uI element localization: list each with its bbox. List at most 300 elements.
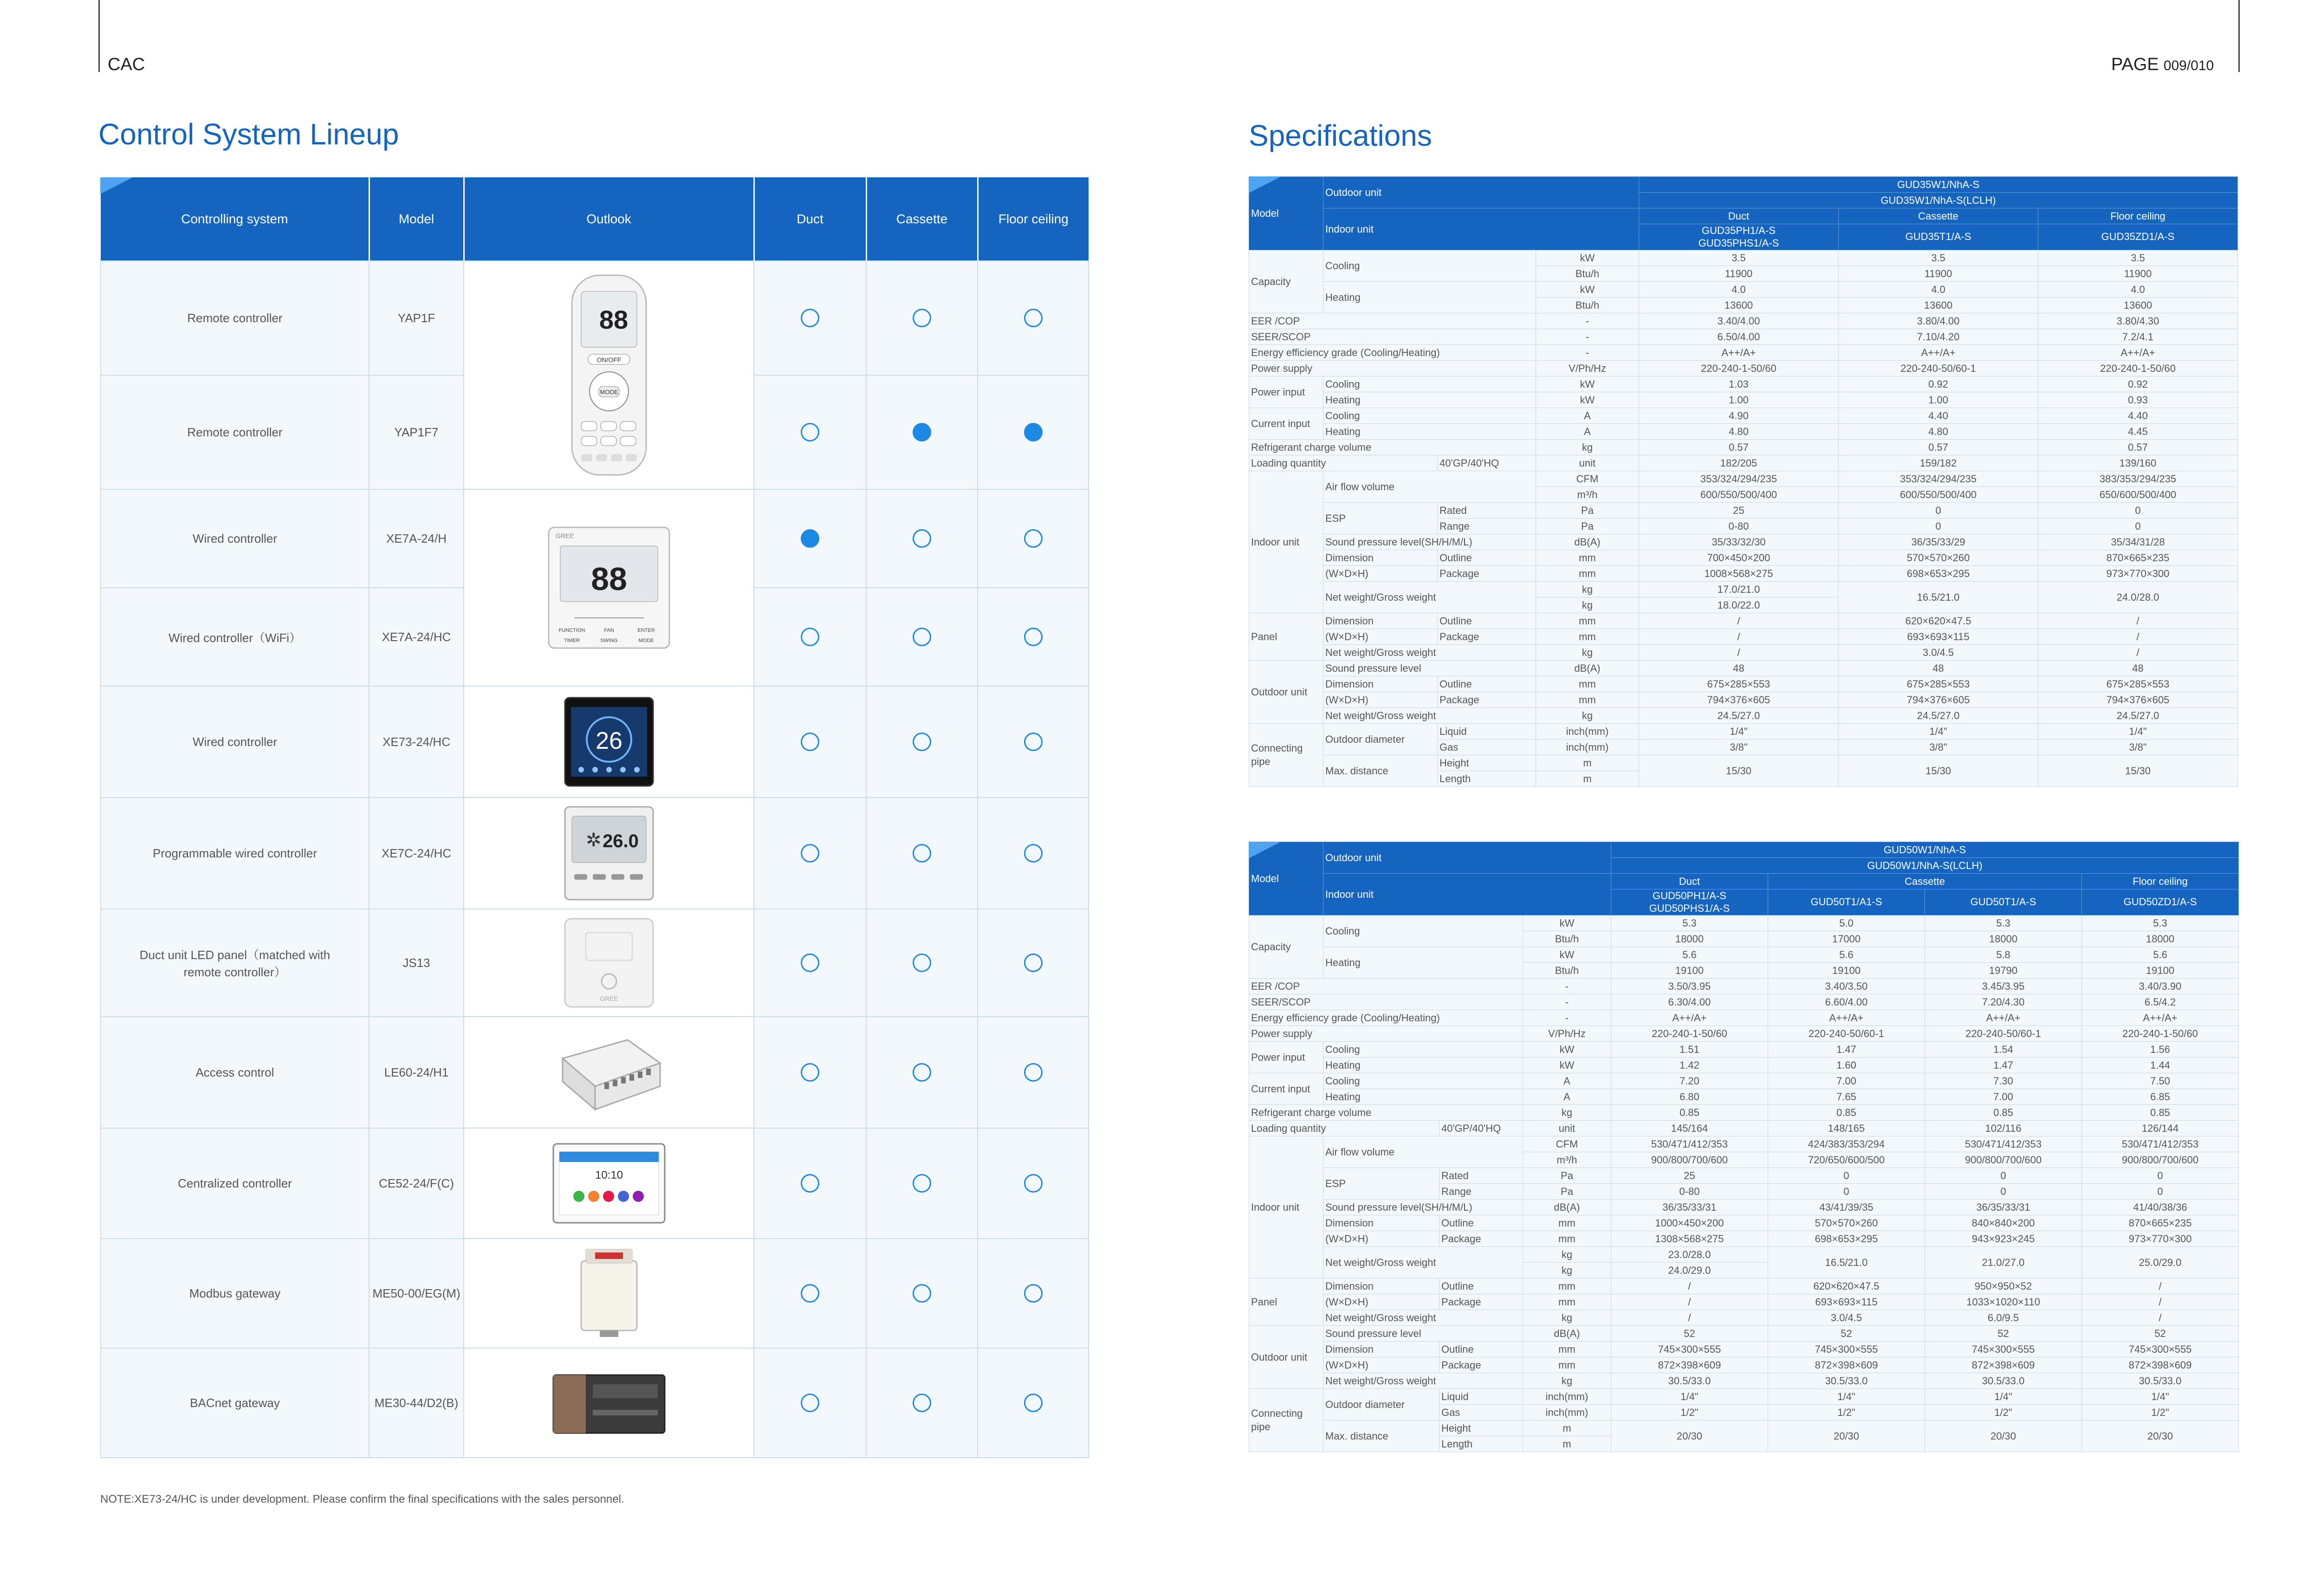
- spec-value: 1/4": [1611, 1389, 1768, 1405]
- header-section-label: CAC: [108, 55, 145, 74]
- spec-unit: -: [1523, 1010, 1611, 1026]
- spec-unit: Pa: [1536, 519, 1639, 534]
- spec-value: 43/41/39/35: [1768, 1200, 1925, 1215]
- spec-value: 6.80: [1611, 1089, 1768, 1105]
- spec-value: 19100: [1611, 963, 1768, 979]
- open-circle-icon: [913, 1284, 931, 1303]
- spec-value: 3/8": [2038, 740, 2238, 755]
- spec-unit: kW: [1536, 392, 1639, 408]
- lineup-row: [101, 909, 1089, 1017]
- spec-label: (W×D×H): [1323, 629, 1438, 645]
- spec-label: SEER/SCOP: [1249, 329, 1536, 345]
- spec-unit: kg: [1536, 440, 1639, 455]
- spec-unit: dB(A): [1536, 534, 1639, 550]
- spec-value: 570×570×260: [1839, 550, 2038, 566]
- spec-unit: kW: [1536, 250, 1639, 266]
- col-duct: Duct: [754, 177, 866, 261]
- indoor-model: GUD35T1/A-S: [1839, 224, 2038, 250]
- wired-controller-image: [546, 525, 672, 650]
- spec-label: Panel: [1249, 1278, 1323, 1326]
- spec-unit: CFM: [1536, 471, 1639, 487]
- spec-value: A++/A+: [1611, 1010, 1768, 1026]
- spec-label: Package: [1438, 692, 1536, 708]
- spec-value: 220-240-1-50/60: [2038, 361, 2238, 376]
- spec-label: Cooling: [1323, 250, 1536, 282]
- spec-value: 16.5/21.0: [1839, 582, 2038, 613]
- spec-unit: Btu/h: [1536, 266, 1639, 282]
- spec1-corner-accent: [1249, 176, 1281, 193]
- spec2-corner-accent: [1249, 842, 1281, 858]
- spec-label: Package: [1439, 1357, 1523, 1373]
- spec-value: 0.92: [2038, 376, 2238, 392]
- spec-value: A++/A+: [1839, 345, 2038, 361]
- spec-value: 840×840×200: [1925, 1215, 2082, 1231]
- spec-value: 19790: [1925, 963, 2082, 979]
- indoor-model: GUD50T1/A1-S: [1768, 889, 1925, 915]
- spec-unit: A: [1536, 424, 1639, 440]
- spec-value: 900/800/700/600: [2082, 1152, 2239, 1168]
- spec-value: /: [1639, 645, 1839, 661]
- outlook-cell: [464, 489, 754, 686]
- spec-value: 693×693×115: [1768, 1294, 1925, 1310]
- spec-label: Outdoor diameter: [1323, 724, 1438, 755]
- spec-label: Liquid: [1439, 1389, 1523, 1405]
- open-circle-icon: [1024, 1174, 1043, 1193]
- spec-value: 6.0/9.5: [1925, 1310, 2082, 1326]
- outlook-cell: [464, 1348, 754, 1458]
- spec-value: 3.5: [2038, 250, 2238, 266]
- spec-value: 794×376×605: [1839, 692, 2038, 708]
- compat-duct: [754, 1128, 866, 1239]
- spec-value: 570×570×260: [1768, 1215, 1925, 1231]
- spec-label: ESP: [1323, 503, 1438, 534]
- spec-unit: kg: [1523, 1263, 1611, 1278]
- spec-value: 6.30/4.00: [1611, 994, 1768, 1010]
- compat-cassette: [866, 489, 978, 588]
- spec-value: 52: [1925, 1326, 2082, 1342]
- spec-value: 24.5/27.0: [2038, 708, 2238, 724]
- spec-value: 745×300×555: [1925, 1342, 2082, 1357]
- spec-value: 5.0: [1768, 915, 1925, 931]
- spec-label: (W×D×H): [1323, 692, 1438, 708]
- spec-value: 1.54: [1925, 1042, 2082, 1058]
- outlook-cell: [464, 1128, 754, 1239]
- device-text: GREE: [599, 995, 618, 1002]
- spec-value: 4.80: [1839, 424, 2038, 440]
- spec-value: 900/800/700/600: [1925, 1152, 2082, 1168]
- spec-value: 7.10/4.20: [1839, 329, 2038, 345]
- spec-label: Dimension: [1323, 676, 1438, 692]
- spec-value: 5.3: [1925, 915, 2082, 931]
- spec-value: 1000×450×200: [1611, 1215, 1768, 1231]
- spec-label: Dimension: [1323, 1278, 1439, 1294]
- spec-value: 19100: [2082, 963, 2239, 979]
- spec-value: 18000: [1611, 931, 1768, 947]
- outlook-cell: [464, 909, 754, 1017]
- spec-value: A++/A+: [1768, 1010, 1925, 1026]
- spec-unit: mm: [1536, 676, 1639, 692]
- spec-value: 1008×568×275: [1639, 566, 1839, 582]
- model-code: YAP1F: [369, 261, 464, 375]
- spec-value: 52: [1768, 1326, 1925, 1342]
- spec-label: Max. distance: [1323, 1421, 1439, 1452]
- spec-value: 5.3: [1611, 915, 1768, 931]
- touchscreen-controller-image: [563, 695, 655, 788]
- open-circle-icon: [913, 1174, 931, 1193]
- spec-value: 5.8: [1925, 947, 2082, 963]
- spec-label: SEER/SCOP: [1249, 994, 1523, 1010]
- device-text: 26.0: [602, 831, 639, 851]
- compat-floor: [978, 489, 1089, 588]
- outlook-cell: [464, 1239, 754, 1348]
- spec-label: Cooling: [1323, 1042, 1523, 1058]
- spec-value: 794×376×605: [1639, 692, 1839, 708]
- spec-value: 6.50/4.00: [1639, 329, 1839, 345]
- spec-unit: kg: [1536, 582, 1639, 597]
- spec-unit: inch(mm): [1523, 1389, 1611, 1405]
- device-text: MODE: [638, 638, 654, 643]
- spec-unit: mm: [1536, 550, 1639, 566]
- lineup-row: [101, 489, 1089, 588]
- indoor-model: GUD50ZD1/A-S: [2082, 889, 2239, 915]
- spec-value: 1/4": [1839, 724, 2038, 740]
- spec-label: Sound pressure level(SH/H/M/L): [1323, 1200, 1523, 1215]
- device-text: MODE: [600, 389, 618, 396]
- spec-unit: kg: [1523, 1105, 1611, 1121]
- spec-value: 0: [2082, 1168, 2239, 1184]
- open-circle-icon: [801, 1284, 819, 1303]
- spec-value: A++/A+: [2082, 1010, 2239, 1026]
- spec-value: /: [1639, 613, 1839, 629]
- spec-value: 20/30: [1768, 1421, 1925, 1452]
- model-code: XE7A-24/H: [369, 489, 464, 588]
- spec-unit: kW: [1536, 282, 1639, 298]
- spec-unit: mm: [1536, 629, 1639, 645]
- spec-value: 950×950×52: [1925, 1278, 2082, 1294]
- open-circle-icon: [913, 954, 931, 972]
- model-code: XE7A-24/HC: [369, 588, 464, 686]
- spec-label: Length: [1438, 771, 1536, 787]
- spec-value: 7.30: [1925, 1073, 2082, 1089]
- spec-value: 15/30: [1639, 755, 1839, 787]
- spec-label: Outdoor diameter: [1323, 1389, 1439, 1421]
- spec-value: 15/30: [1839, 755, 2038, 787]
- spec-value: 20/30: [2082, 1421, 2239, 1452]
- spec-unit: kg: [1536, 645, 1639, 661]
- spec-value: /: [2038, 629, 2238, 645]
- spec-value: 102/116: [1925, 1121, 2082, 1136]
- device-text: GREE: [555, 532, 574, 539]
- spec-unit: mm: [1523, 1294, 1611, 1310]
- spec-unit: -: [1536, 329, 1639, 345]
- spec-unit: m: [1536, 771, 1639, 787]
- spec-value: 220-240-1-50/60: [1611, 1026, 1768, 1042]
- spec-value: 530/471/412/353: [2082, 1136, 2239, 1152]
- spec-value: 145/164: [1611, 1121, 1768, 1136]
- model-label: Model: [1249, 842, 1323, 915]
- open-circle-icon: [913, 529, 931, 548]
- spec-value: 30.5/33.0: [1611, 1373, 1768, 1389]
- spec-unit: -: [1536, 313, 1639, 329]
- spec-unit: kg: [1523, 1373, 1611, 1389]
- spec-value: 7.00: [1768, 1073, 1925, 1089]
- spec-value: 1.51: [1611, 1042, 1768, 1058]
- open-circle-icon: [913, 309, 931, 327]
- spec-value: /: [2082, 1294, 2239, 1310]
- open-circle-icon: [1024, 954, 1043, 972]
- spec-label: Range: [1439, 1184, 1523, 1200]
- spec-unit: kW: [1523, 1058, 1611, 1073]
- spec-value: 5.6: [2082, 947, 2239, 963]
- system-name: Programmable wired controller: [101, 798, 369, 909]
- open-circle-icon: [801, 1174, 819, 1193]
- spec-value: 3.50/3.95: [1611, 979, 1768, 994]
- spec-unit: mm: [1536, 566, 1639, 582]
- spec-value: 4.40: [2038, 408, 2238, 424]
- spec-value: 600/550/500/400: [1639, 487, 1839, 503]
- spec-value: 1/2": [1768, 1405, 1925, 1421]
- remote-controller-image: [570, 273, 648, 477]
- spec-value: 48: [2038, 661, 2238, 676]
- model-code: XE7C-24/HC: [369, 798, 464, 909]
- spec-value: 1.00: [1839, 392, 2038, 408]
- spec-value: 3.80/4.30: [2038, 313, 2238, 329]
- spec-value: /: [1611, 1294, 1768, 1310]
- spec-value: 745×300×555: [1611, 1342, 1768, 1357]
- spec-value: 383/353/294/235: [2038, 471, 2238, 487]
- spec-unit: kg: [1523, 1310, 1611, 1326]
- spec-value: 675×285×553: [1839, 676, 2038, 692]
- spec-label: Heating: [1323, 947, 1523, 979]
- spec-value: 698×653×295: [1839, 566, 2038, 582]
- open-circle-icon: [913, 628, 931, 646]
- outdoor-model-lclh: GUD35W1/NhA-S(LCLH): [1639, 193, 2238, 208]
- spec-value: 5.6: [1611, 947, 1768, 963]
- spec-value: 126/144: [2082, 1121, 2239, 1136]
- spec-value: 900/800/700/600: [1611, 1152, 1768, 1168]
- open-circle-icon: [801, 628, 819, 646]
- col-outlook: Outlook: [464, 177, 754, 261]
- spec-value: 600/550/500/400: [1839, 487, 2038, 503]
- outdoor-model: GUD35W1/NhA-S: [1639, 177, 2238, 193]
- spec-value: /: [1611, 1278, 1768, 1294]
- spec-value: 870×665×235: [2038, 550, 2238, 566]
- compat-floor: [978, 1348, 1089, 1458]
- control-lineup-table: [100, 177, 1089, 1458]
- spec-value: 24.5/27.0: [1639, 708, 1839, 724]
- spec-label: Heating: [1323, 392, 1536, 408]
- compat-floor: [978, 1017, 1089, 1128]
- indoor-model: GUD35ZD1/A-S: [2038, 224, 2238, 250]
- spec-value: 1.47: [1768, 1042, 1925, 1058]
- indoor-model: GUD35PH1/A-S GUD35PHS1/A-S: [1639, 224, 1839, 250]
- spec-value: /: [2082, 1278, 2239, 1294]
- spec-value: /: [2038, 613, 2238, 629]
- unit-type: Floor ceiling: [2082, 874, 2239, 889]
- spec-label: Rated: [1439, 1168, 1523, 1184]
- spec-label: Indoor unit: [1249, 1136, 1323, 1278]
- spec-unit: V/Ph/Hz: [1536, 361, 1639, 376]
- spec-value: 4.0: [1839, 282, 2038, 298]
- spec-value: 0: [1925, 1184, 2082, 1200]
- spec-label: Heating: [1323, 1058, 1523, 1073]
- spec-unit: Btu/h: [1536, 298, 1639, 313]
- specs-title: Specifications: [1249, 119, 1432, 152]
- system-name: Centralized controller: [101, 1128, 369, 1239]
- spec-value: 675×285×553: [2038, 676, 2238, 692]
- spec-label: Net weight/Gross weight: [1323, 1247, 1523, 1278]
- spec-value: 6.5/4.2: [2082, 994, 2239, 1010]
- spec-label: Max. distance: [1323, 755, 1438, 787]
- spec-unit: kW: [1523, 947, 1611, 963]
- spec-value: 13600: [1639, 298, 1839, 313]
- spec-label: Heating: [1323, 424, 1536, 440]
- spec-label: Heating: [1323, 282, 1536, 313]
- outdoor-model: GUD50W1/NhA-S: [1611, 842, 2239, 858]
- spec-unit: mm: [1523, 1215, 1611, 1231]
- spec-label: Current input: [1249, 408, 1323, 440]
- spec-value: 30.5/33.0: [2082, 1373, 2239, 1389]
- device-text: FAN: [603, 628, 614, 633]
- compat-floor: [978, 1128, 1089, 1239]
- spec-label: Connecting pipe: [1249, 724, 1323, 787]
- spec-label: (W×D×H): [1323, 1231, 1439, 1247]
- spec-value: 23.0/28.0: [1611, 1247, 1768, 1263]
- spec-value: 1.03: [1639, 376, 1839, 392]
- spec-label: Loading quantity: [1249, 1121, 1439, 1136]
- spec-value: 220-240-1-50/60: [2082, 1026, 2239, 1042]
- spec-label: Outline: [1438, 613, 1536, 629]
- open-circle-icon: [801, 844, 819, 863]
- col-controlling-system: Controlling system: [101, 177, 369, 261]
- spec-value: 1.00: [1639, 392, 1839, 408]
- device-text: 88: [599, 305, 628, 334]
- spec-unit: kW: [1523, 1042, 1611, 1058]
- spec-value: 220-240-50/60-1: [1839, 361, 2038, 376]
- spec-value: 7.2/4.1: [2038, 329, 2238, 345]
- spec-unit: -: [1536, 345, 1639, 361]
- spec-label: Dimension: [1323, 613, 1438, 629]
- model-code: ME50-00/EG(M): [369, 1239, 464, 1348]
- spec-label: ESP: [1323, 1168, 1439, 1200]
- open-circle-icon: [801, 423, 819, 441]
- spec-value: 700×450×200: [1639, 550, 1839, 566]
- spec-value: 0.85: [1611, 1105, 1768, 1121]
- spec-unit: Pa: [1536, 503, 1639, 519]
- spec-unit: mm: [1536, 692, 1639, 708]
- spec-unit: m: [1523, 1421, 1611, 1436]
- compat-duct: [754, 686, 866, 798]
- spec-value: 0: [2038, 519, 2238, 534]
- open-circle-icon: [1024, 1063, 1043, 1082]
- spec-value: 745×300×555: [1768, 1342, 1925, 1357]
- compat-duct: [754, 1348, 866, 1458]
- outdoor-model-lclh: GUD50W1/NhA-S(LCLH): [1611, 858, 2239, 874]
- spec-label: Dimension: [1323, 1215, 1439, 1231]
- spec-value: 220-240-1-50/60: [1639, 361, 1839, 376]
- unit-type: Duct: [1611, 874, 1768, 889]
- model-code: ME30-44/D2(B): [369, 1348, 464, 1458]
- spec-label: Loading quantity: [1249, 455, 1438, 471]
- spec-value: 872×398×609: [1768, 1357, 1925, 1373]
- spec-unit: m³/h: [1523, 1152, 1611, 1168]
- spec-value: 182/205: [1639, 455, 1839, 471]
- spec-unit: A: [1523, 1089, 1611, 1105]
- spec-label: Capacity: [1249, 915, 1323, 979]
- spec-value: 745×300×555: [2082, 1342, 2239, 1357]
- spec-header-row: [1249, 842, 2239, 858]
- spec-value: 424/383/353/294: [1768, 1136, 1925, 1152]
- lineup-row: [101, 798, 1089, 909]
- spec-value: 0: [1768, 1184, 1925, 1200]
- spec-value: /: [2082, 1310, 2239, 1326]
- spec-value: 0: [2038, 503, 2238, 519]
- lineup-row: [101, 1239, 1089, 1348]
- spec-label: (W×D×H): [1323, 1294, 1439, 1310]
- col-floor-ceiling: Floor ceiling: [978, 177, 1089, 261]
- spec-value: 13600: [1839, 298, 2038, 313]
- spec-unit: Pa: [1523, 1168, 1611, 1184]
- spec-value: 1.42: [1611, 1058, 1768, 1073]
- spec-label: Power supply: [1249, 361, 1536, 376]
- lineup-row: [101, 1128, 1089, 1239]
- spec-label: Outline: [1439, 1278, 1523, 1294]
- spec-unit: kg: [1536, 708, 1639, 724]
- spec-label: Outline: [1438, 550, 1536, 566]
- lineup-header-row: [101, 177, 1089, 261]
- indoor-unit-label: Indoor unit: [1323, 208, 1639, 250]
- spec-value: 693×693×115: [1839, 629, 2038, 645]
- spec-label: Height: [1439, 1421, 1523, 1436]
- spec-value: 0: [1839, 519, 2038, 534]
- spec-label: EER /COP: [1249, 979, 1523, 994]
- compat-cassette: [866, 686, 978, 798]
- spec-label: Outline: [1439, 1342, 1523, 1357]
- spec-value: 7.50: [2082, 1073, 2239, 1089]
- compat-cassette: [866, 1017, 978, 1128]
- device-text: TIMER: [564, 638, 580, 643]
- spec-value: 18000: [2082, 931, 2239, 947]
- spec-value: 11900: [1839, 266, 2038, 282]
- spec-value: 35/33/32/30: [1639, 534, 1839, 550]
- indoor-model: GUD50PH1/A-S GUD50PHS1/A-S: [1611, 889, 1768, 915]
- lineup-row: [101, 261, 1089, 375]
- spec-unit: m: [1523, 1436, 1611, 1452]
- system-name: Remote controller: [101, 375, 369, 489]
- outdoor-unit-label: Outdoor unit: [1323, 177, 1639, 208]
- spec-unit: mm: [1523, 1278, 1611, 1294]
- outlook-cell: [464, 1017, 754, 1128]
- spec-value: 7.65: [1768, 1089, 1925, 1105]
- spec-value: 25.0/29.0: [2082, 1247, 2239, 1278]
- bacnet-gateway-image: [551, 1368, 667, 1438]
- spec-value: 52: [1611, 1326, 1768, 1342]
- spec-label: Refrigerant charge volume: [1249, 440, 1536, 455]
- spec-unit: Btu/h: [1523, 963, 1611, 979]
- spec-label: Gas: [1438, 740, 1536, 755]
- spec-value: 872×398×609: [1611, 1357, 1768, 1373]
- spec-unit: Btu/h: [1523, 931, 1611, 947]
- compat-floor: [978, 686, 1089, 798]
- lineup-title: Control System Lineup: [98, 117, 399, 151]
- indoor-model: GUD50T1/A-S: [1925, 889, 2082, 915]
- compat-cassette: [866, 588, 978, 686]
- spec-label: Outline: [1438, 676, 1536, 692]
- col-cassette: Cassette: [866, 177, 978, 261]
- spec-unit: kg: [1523, 1247, 1611, 1263]
- spec-unit: mm: [1523, 1342, 1611, 1357]
- spec-value: 0.85: [1925, 1105, 2082, 1121]
